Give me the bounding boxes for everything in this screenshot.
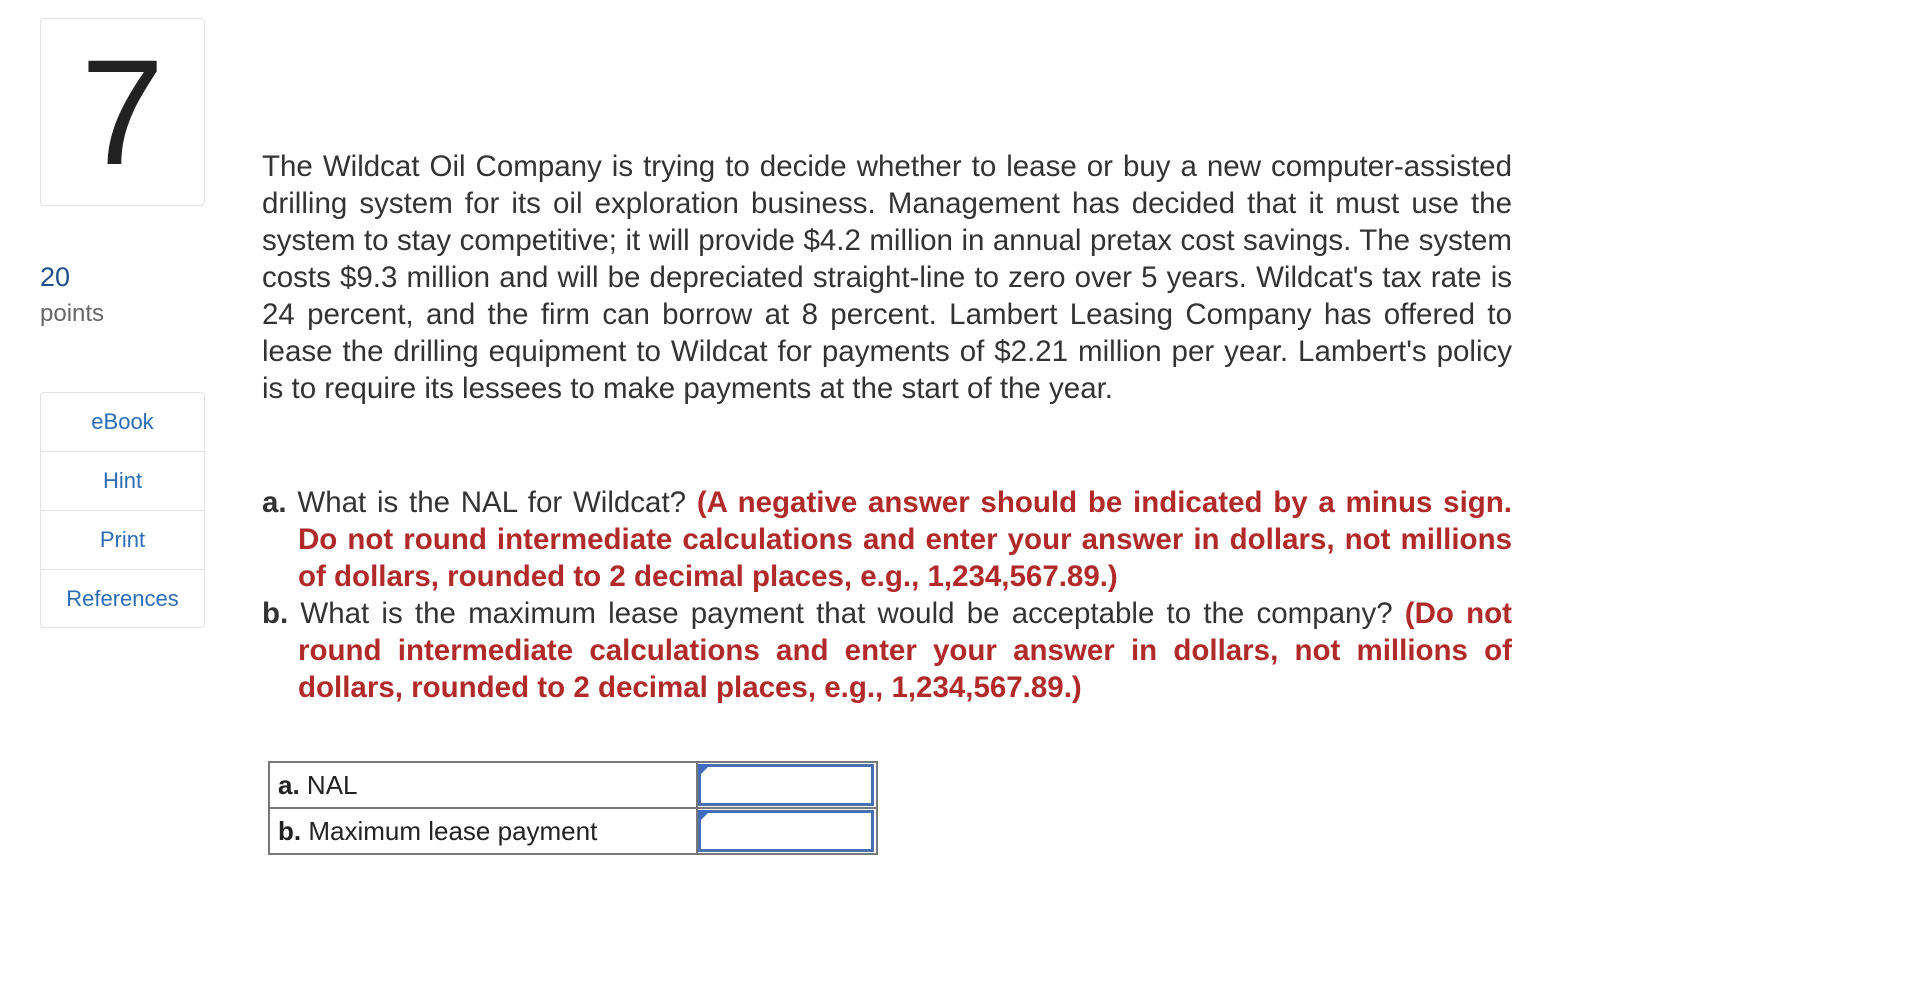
part-b-instruction: (Do not round intermediate calculations and enter your answer in dollars, not millions of dollars, rounded to 2 decimal places, e.g., 1,234,567.89.) [298,597,1512,704]
table-row [269,762,877,808]
part-a-instruction: (A negative answer should be indicated by a minus sign. Do not round intermediate calculations and enter your answer in dollars, not millions of dollars, rounded to 2 decimal places, e.g., 1,234,567.89.) [298,486,1513,593]
question-number: 7 [40,18,205,206]
question-toolbox [40,392,205,628]
answer-label-nal [269,762,697,808]
ebook-button[interactable]: eBook [41,393,204,452]
table-row [269,808,877,854]
max-lease-answer-input[interactable] [698,810,874,852]
answer-label-max-lease [269,808,697,854]
question-text: The Wildcat Oil Company is trying to decide whether to lease or buy a new computer-assisted drilling system for its oil exploration business. Management has decided that it must use the system to stay competitive; it will provide $4.2 million in annual pretax cost savings. The system costs $9.3 million and will be depreciated straight-line to zero over 5 years. Wildcat's tax rate is 24 percent, and the firm can borrow at 8 percent. Lambert Leasing Company has offered to lease the drilling equipment to Wildcat for payments of $2.21 million per year. Lambert's policy is to require its lessees to make payments at the start of the year. [262,150,1512,405]
part-a-text: What is the NAL for Wildcat? [297,486,687,519]
print-button[interactable]: Print [41,511,204,570]
hint-button[interactable]: Hint [41,452,204,511]
row-b-bold-label: b. [278,815,302,846]
answer-cell-max-lease [697,808,877,854]
row-a-bold-label: a. [278,769,300,800]
cell-marker-icon [699,810,711,822]
part-b-label: b. [262,597,289,630]
points-label: points [40,300,105,327]
answer-table [268,761,878,855]
question-part-a [262,484,1512,595]
row-a-label-text: NAL [299,769,358,800]
answer-cell-nal [697,762,877,808]
points-value: 20 [40,262,71,292]
references-button[interactable]: References [66,585,179,611]
row-b-label-text: Maximum lease payment [301,815,598,846]
part-b-text: What is the maximum lease payment that would be acceptable to the company? [300,597,1393,630]
part-a-label: a. [262,486,287,519]
nal-answer-input[interactable] [698,764,874,806]
question-parts [262,484,1512,706]
cell-marker-icon [699,764,711,776]
question-part-b [262,595,1512,706]
